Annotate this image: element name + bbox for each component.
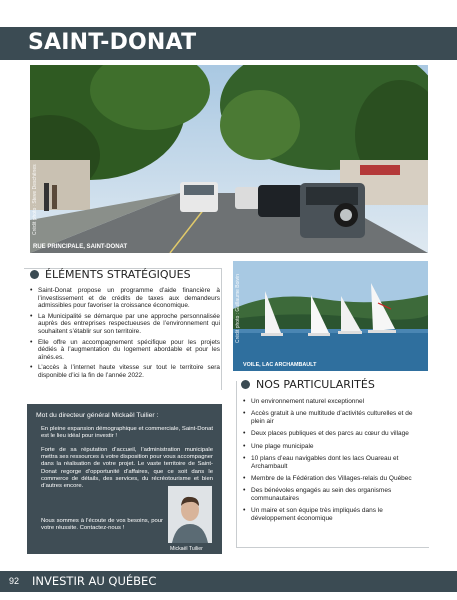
strategic-item: • Saint-Donat propose un programme d’aide financière à l’investissement et de crédits de taxes aux demandeurs admissibles pour favoriser la croissance économique. — [30, 287, 220, 310]
page-header — [0, 27, 457, 60]
director-paragraph-3: Nous sommes à l’écoute de vos besoins, pour votre réussite. Contactez-nous ! — [41, 518, 163, 532]
page-number: 92 — [9, 576, 20, 586]
footer-title: INVESTIR AU QUÉBEC — [32, 574, 157, 588]
heading-bullet-icon — [241, 380, 250, 389]
person-portrait-illustration — [168, 486, 212, 543]
street-scene-illustration — [30, 65, 428, 253]
features-list — [243, 398, 426, 528]
feature-item: • Un environnement naturel exceptionnel — [243, 398, 426, 406]
director-signature: Mickaël Tuilier — [170, 546, 203, 552]
strategic-item: • L’accès à l’internet haute vitesse sur tout le territoire sera disponible d’ici la fin de l’année 2022. — [30, 364, 220, 379]
main-photo-caption: RUE PRINCIPALE, SAINT-DONAT — [33, 244, 128, 250]
strategic-item: • La Municipalité se démarque par une approche personnalisée auprès des entreprises respectueuses de l’environnement qui souhaitent s’établir sur son territoire. — [30, 313, 220, 336]
main-photo-credit: Crédit photo : Steve Deschênes — [32, 164, 38, 235]
feature-item: • Une plage municipale — [243, 443, 426, 451]
strategic-list — [30, 287, 220, 383]
sail-photo-credit: Crédit photo : Guillaume Boivin — [235, 274, 241, 343]
main-street-photo — [30, 65, 428, 253]
sailing-photo — [233, 261, 428, 371]
features-heading-text: NOS PARTICULARITÉS — [256, 378, 375, 391]
director-paragraph-2: Forte de sa réputation d’accueil, l’administration municipale mettra ses ressources à votre disposition pour vous accompagner dans la réalisation de votre projet. Le vaste territoire de Saint-Donat regorge d’opportunité d’affaires, que ce soit dans le commerce de détails, des services, du récréotourisme et bien d’autres encore. — [41, 447, 213, 490]
feature-item: • Des bénévoles engagés au sein des organismes communautaires — [243, 487, 426, 503]
sailing-scene-illustration — [233, 261, 428, 371]
feature-item: • Accès gratuit à une multitude d’activités culturelles et de plein air — [243, 410, 426, 426]
strategic-heading-text: ÉLÉMENTS STRATÉGIQUES — [45, 268, 191, 281]
feature-item: • Un maire et son équipe très impliqués dans le développement économique — [243, 507, 426, 523]
director-title: Mot du directeur général Mickaël Tuilier : — [36, 412, 159, 419]
page-title: SAINT-DONAT — [28, 30, 197, 55]
page-footer — [0, 571, 457, 592]
heading-bullet-icon — [30, 270, 39, 279]
features-heading — [241, 378, 375, 391]
sail-photo-caption: VOILE, LAC ARCHAMBAULT — [243, 362, 317, 368]
strategic-heading — [30, 268, 191, 281]
director-message-box — [27, 404, 222, 554]
feature-item: • Deux places publiques et des parcs au cœur du village — [243, 430, 426, 438]
feature-item: • Membre de la Fédération des Villages-relais du Québec — [243, 475, 426, 483]
director-paragraph-1: En pleine expansion démographique et commerciale, Saint-Donat est le lieu idéal pour investir ! — [41, 426, 213, 440]
strategic-item: • Elle offre un accompagnement spécifique pour les projets dédiés à l’augmentation du logement abordable et pour les aînés.es. — [30, 339, 220, 362]
director-portrait — [168, 486, 212, 543]
feature-item: • 10 plans d’eau navigables dont les lacs Ouareau et Archambault — [243, 455, 426, 471]
